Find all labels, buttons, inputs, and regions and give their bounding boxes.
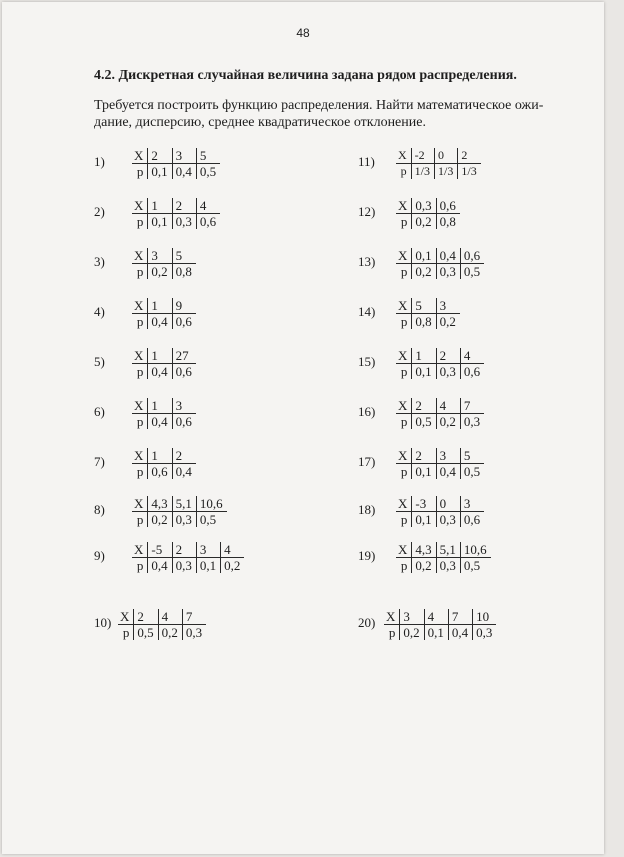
probability-cell: 0,1 bbox=[196, 558, 220, 574]
problem-number: 10) bbox=[94, 615, 112, 630]
value-cell: 3 bbox=[460, 496, 484, 512]
probability-cell: 0,2 bbox=[412, 264, 436, 280]
values-row bbox=[132, 298, 196, 314]
probability-cell: 0,3 bbox=[172, 512, 196, 528]
value-cell: 1 bbox=[148, 198, 172, 214]
p-label: p bbox=[400, 314, 408, 329]
probabilities-row bbox=[396, 164, 481, 180]
value-cell: 5,1 bbox=[436, 542, 460, 558]
page-number: 48 bbox=[296, 26, 310, 40]
probability-cell: 0,2 bbox=[436, 414, 460, 430]
probability-cell: 1/3 bbox=[458, 164, 481, 180]
p-label: p bbox=[136, 414, 144, 429]
distribution-table bbox=[396, 248, 484, 279]
x-label: X bbox=[396, 248, 412, 264]
value-cell: 10,6 bbox=[460, 542, 490, 558]
probability-cell: 0,2 bbox=[436, 314, 460, 330]
x-label: X bbox=[396, 398, 412, 414]
x-label: X bbox=[132, 398, 148, 414]
value-cell: 10,6 bbox=[196, 496, 226, 512]
value-cell: 3 bbox=[436, 448, 460, 464]
probability-cell: 0,2 bbox=[148, 264, 172, 280]
probability-cell: 0,3 bbox=[182, 625, 206, 641]
distribution-table bbox=[396, 448, 484, 479]
value-cell: 0,1 bbox=[412, 248, 436, 264]
distribution-table bbox=[396, 542, 491, 573]
probabilities-row bbox=[396, 214, 460, 230]
probability-cell: 0,3 bbox=[172, 558, 196, 574]
value-cell: 3 bbox=[172, 398, 196, 414]
value-cell: 7 bbox=[182, 609, 206, 625]
values-row bbox=[132, 348, 196, 364]
problem-number: 13) bbox=[358, 254, 376, 269]
probability-cell: 0,5 bbox=[134, 625, 158, 641]
probability-cell: 0,6 bbox=[460, 512, 484, 528]
value-cell: 4 bbox=[424, 609, 448, 625]
problem-number: 8) bbox=[94, 502, 105, 517]
values-row bbox=[396, 198, 460, 214]
value-cell: 7 bbox=[460, 398, 484, 414]
problem-number: 11) bbox=[358, 154, 375, 169]
probabilities-row bbox=[396, 558, 491, 574]
probabilities-row bbox=[132, 314, 196, 330]
value-cell: 3 bbox=[400, 609, 424, 625]
probability-cell: 0,5 bbox=[460, 464, 484, 480]
x-label: X bbox=[396, 298, 412, 314]
value-cell: 1 bbox=[412, 348, 436, 364]
probability-cell: 0,2 bbox=[148, 512, 172, 528]
value-cell: 2 bbox=[172, 198, 196, 214]
probability-cell: 0,5 bbox=[460, 558, 490, 574]
probabilities-row bbox=[132, 512, 227, 528]
probabilities-row bbox=[132, 264, 196, 280]
value-cell: 1 bbox=[148, 398, 172, 414]
probability-cell: 0,5 bbox=[196, 512, 226, 528]
x-label: X bbox=[132, 448, 148, 464]
problem-number: 5) bbox=[94, 354, 105, 369]
value-cell: 3 bbox=[196, 542, 220, 558]
probability-cell: 0,6 bbox=[148, 464, 172, 480]
distribution-table bbox=[132, 496, 227, 527]
problem-number: 17) bbox=[358, 454, 376, 469]
problem-number: 2) bbox=[94, 204, 105, 219]
probability-cell: 0,1 bbox=[148, 214, 172, 230]
values-row bbox=[132, 448, 196, 464]
probability-cell: 0,4 bbox=[172, 464, 196, 480]
task-description bbox=[94, 97, 564, 131]
probabilities-row bbox=[396, 414, 484, 430]
x-label: X bbox=[396, 148, 411, 164]
value-cell: 2 bbox=[458, 148, 481, 164]
value-cell: 4 bbox=[460, 348, 484, 364]
value-cell: 5 bbox=[172, 248, 196, 264]
p-label: p bbox=[400, 414, 408, 429]
probabilities-row bbox=[396, 314, 460, 330]
probability-cell: 0,8 bbox=[412, 314, 436, 330]
distribution-table bbox=[396, 398, 484, 429]
value-cell: 4 bbox=[158, 609, 182, 625]
probability-cell: 1/3 bbox=[435, 164, 458, 180]
values-row bbox=[132, 198, 220, 214]
distribution-table bbox=[132, 542, 244, 573]
x-label: X bbox=[384, 609, 400, 625]
problem-number: 7) bbox=[94, 454, 105, 469]
probability-cell: 0,6 bbox=[172, 364, 196, 380]
value-cell: 0,6 bbox=[436, 198, 460, 214]
probability-cell: 0,3 bbox=[436, 558, 460, 574]
probability-cell: 0,6 bbox=[460, 364, 484, 380]
values-row bbox=[396, 148, 481, 164]
distribution-table bbox=[396, 148, 481, 179]
page-sheet bbox=[2, 2, 604, 854]
x-label: X bbox=[132, 148, 148, 164]
probabilities-row bbox=[118, 625, 206, 641]
probabilities-row bbox=[396, 464, 484, 480]
probabilities-row bbox=[396, 512, 484, 528]
distribution-table bbox=[132, 348, 196, 379]
problem-number: 18) bbox=[358, 502, 376, 517]
values-row bbox=[396, 496, 484, 512]
value-cell: 3 bbox=[172, 148, 196, 164]
probability-cell: 0,2 bbox=[412, 214, 436, 230]
value-cell: 0,4 bbox=[436, 248, 460, 264]
distribution-table bbox=[396, 496, 484, 527]
value-cell: 2 bbox=[436, 348, 460, 364]
value-cell: 4 bbox=[196, 198, 220, 214]
value-cell: 1 bbox=[148, 448, 172, 464]
probability-cell: 0,5 bbox=[196, 164, 220, 180]
distribution-table bbox=[118, 609, 206, 640]
value-cell: 5 bbox=[412, 298, 436, 314]
x-label: X bbox=[396, 348, 412, 364]
p-label: p bbox=[136, 558, 144, 573]
probability-cell: 0,5 bbox=[460, 264, 484, 280]
value-cell: 0 bbox=[435, 148, 458, 164]
probabilities-row bbox=[396, 364, 484, 380]
probability-cell: 0,2 bbox=[221, 558, 245, 574]
value-cell: 4 bbox=[436, 398, 460, 414]
values-row bbox=[384, 609, 496, 625]
probability-cell: 0,4 bbox=[436, 464, 460, 480]
values-row bbox=[118, 609, 206, 625]
value-cell: 0,6 bbox=[460, 248, 484, 264]
value-cell: 9 bbox=[172, 298, 196, 314]
value-cell: 0,3 bbox=[412, 198, 436, 214]
probabilities-row bbox=[396, 264, 484, 280]
probabilities-row bbox=[132, 414, 196, 430]
x-label: X bbox=[132, 496, 148, 512]
distribution-table bbox=[396, 348, 484, 379]
value-cell: 5 bbox=[196, 148, 220, 164]
distribution-table bbox=[132, 448, 196, 479]
x-label: X bbox=[118, 609, 134, 625]
p-label: p bbox=[400, 264, 408, 279]
p-label: p bbox=[136, 314, 144, 329]
p-label: p bbox=[400, 164, 407, 178]
probability-cell: 0,1 bbox=[412, 512, 436, 528]
probability-cell: 0,1 bbox=[148, 164, 172, 180]
probability-cell: 0,3 bbox=[460, 414, 484, 430]
probability-cell: 0,4 bbox=[148, 414, 172, 430]
value-cell: -5 bbox=[148, 542, 172, 558]
probabilities-row bbox=[132, 364, 196, 380]
probabilities-row bbox=[132, 164, 220, 180]
problem-number: 9) bbox=[94, 548, 105, 563]
probability-cell: 0,4 bbox=[172, 164, 196, 180]
value-cell: 2 bbox=[172, 448, 196, 464]
value-cell: 2 bbox=[412, 448, 436, 464]
problem-number: 4) bbox=[94, 304, 105, 319]
values-row bbox=[132, 148, 220, 164]
value-cell: 1 bbox=[148, 348, 172, 364]
distribution-table bbox=[132, 298, 196, 329]
value-cell: 0 bbox=[436, 496, 460, 512]
probabilities-row bbox=[132, 214, 220, 230]
values-row bbox=[396, 448, 484, 464]
value-cell: -3 bbox=[412, 496, 436, 512]
value-cell: 5 bbox=[460, 448, 484, 464]
p-label: p bbox=[400, 214, 408, 229]
probability-cell: 0,3 bbox=[172, 214, 196, 230]
values-row bbox=[132, 398, 196, 414]
value-cell: 4,3 bbox=[412, 542, 436, 558]
x-label: X bbox=[396, 448, 412, 464]
problem-number: 15) bbox=[358, 354, 376, 369]
probability-cell: 0,6 bbox=[172, 314, 196, 330]
x-label: X bbox=[132, 198, 148, 214]
p-label: p bbox=[400, 364, 408, 379]
probability-cell: 0,3 bbox=[473, 625, 497, 641]
probabilities-row bbox=[132, 464, 196, 480]
problem-number: 1) bbox=[94, 154, 105, 169]
x-label: X bbox=[132, 248, 148, 264]
section-heading: 4.2. Дискретная случайная величина задана рядом распределения. bbox=[94, 68, 517, 83]
x-label: X bbox=[396, 198, 412, 214]
probability-cell: 0,3 bbox=[436, 364, 460, 380]
task-description-line-1: Требуется построить функцию распределения. Найти математическое ожи- bbox=[94, 98, 544, 113]
problem-number: 3) bbox=[94, 254, 105, 269]
probability-cell: 0,8 bbox=[172, 264, 196, 280]
p-label: p bbox=[136, 364, 144, 379]
value-cell: 2 bbox=[148, 148, 172, 164]
values-row bbox=[396, 248, 484, 264]
x-label: X bbox=[396, 542, 412, 558]
probabilities-row bbox=[384, 625, 496, 641]
probability-cell: 0,1 bbox=[412, 464, 436, 480]
distribution-table bbox=[384, 609, 496, 640]
values-row bbox=[132, 496, 227, 512]
probability-cell: 0,4 bbox=[148, 364, 172, 380]
value-cell: 7 bbox=[448, 609, 472, 625]
probability-cell: 0,2 bbox=[158, 625, 182, 641]
probability-cell: 0,2 bbox=[400, 625, 424, 641]
problem-number: 12) bbox=[358, 204, 376, 219]
values-row bbox=[396, 348, 484, 364]
p-label: p bbox=[136, 214, 144, 229]
probability-cell: 0,3 bbox=[436, 264, 460, 280]
probability-cell: 0,5 bbox=[412, 414, 436, 430]
p-label: p bbox=[136, 464, 144, 479]
values-row bbox=[396, 298, 460, 314]
values-row bbox=[396, 542, 491, 558]
distribution-table bbox=[132, 248, 196, 279]
probability-cell: 1/3 bbox=[411, 164, 434, 180]
value-cell: 4 bbox=[221, 542, 245, 558]
p-label: p bbox=[400, 558, 408, 573]
probability-cell: 0,2 bbox=[412, 558, 436, 574]
value-cell: -2 bbox=[411, 148, 434, 164]
probability-cell: 0,1 bbox=[412, 364, 436, 380]
problem-number: 6) bbox=[94, 404, 105, 419]
value-cell: 2 bbox=[172, 542, 196, 558]
distribution-table bbox=[132, 198, 220, 229]
problem-number: 16) bbox=[358, 404, 376, 419]
p-label: p bbox=[388, 625, 396, 640]
value-cell: 10 bbox=[473, 609, 497, 625]
values-row bbox=[396, 398, 484, 414]
x-label: X bbox=[132, 348, 148, 364]
values-row bbox=[132, 248, 196, 264]
problem-number: 20) bbox=[358, 615, 376, 630]
value-cell: 27 bbox=[172, 348, 196, 364]
probability-cell: 0,6 bbox=[172, 414, 196, 430]
probability-cell: 0,8 bbox=[436, 214, 460, 230]
value-cell: 3 bbox=[148, 248, 172, 264]
p-label: p bbox=[122, 625, 130, 640]
distribution-table bbox=[396, 298, 460, 329]
probability-cell: 0,4 bbox=[448, 625, 472, 641]
distribution-table bbox=[132, 148, 220, 179]
probability-cell: 0,1 bbox=[424, 625, 448, 641]
value-cell: 2 bbox=[134, 609, 158, 625]
distribution-table bbox=[396, 198, 460, 229]
value-cell: 2 bbox=[412, 398, 436, 414]
probabilities-row bbox=[132, 558, 244, 574]
probability-cell: 0,4 bbox=[148, 314, 172, 330]
p-label: p bbox=[136, 164, 144, 179]
probability-cell: 0,4 bbox=[148, 558, 172, 574]
task-description-line-2: дание, дисперсию, среднее квадратическое отклонение. bbox=[94, 115, 426, 130]
p-label: p bbox=[136, 264, 144, 279]
x-label: X bbox=[132, 298, 148, 314]
x-label: X bbox=[396, 496, 412, 512]
p-label: p bbox=[400, 464, 408, 479]
value-cell: 4,3 bbox=[148, 496, 172, 512]
probability-cell: 0,6 bbox=[196, 214, 220, 230]
value-cell: 1 bbox=[148, 298, 172, 314]
probability-cell: 0,3 bbox=[436, 512, 460, 528]
values-row bbox=[132, 542, 244, 558]
problem-number: 14) bbox=[358, 304, 376, 319]
value-cell: 3 bbox=[436, 298, 460, 314]
p-label: p bbox=[136, 512, 144, 527]
x-label: X bbox=[132, 542, 148, 558]
value-cell: 5,1 bbox=[172, 496, 196, 512]
problem-number: 19) bbox=[358, 548, 376, 563]
p-label: p bbox=[400, 512, 408, 527]
distribution-table bbox=[132, 398, 196, 429]
